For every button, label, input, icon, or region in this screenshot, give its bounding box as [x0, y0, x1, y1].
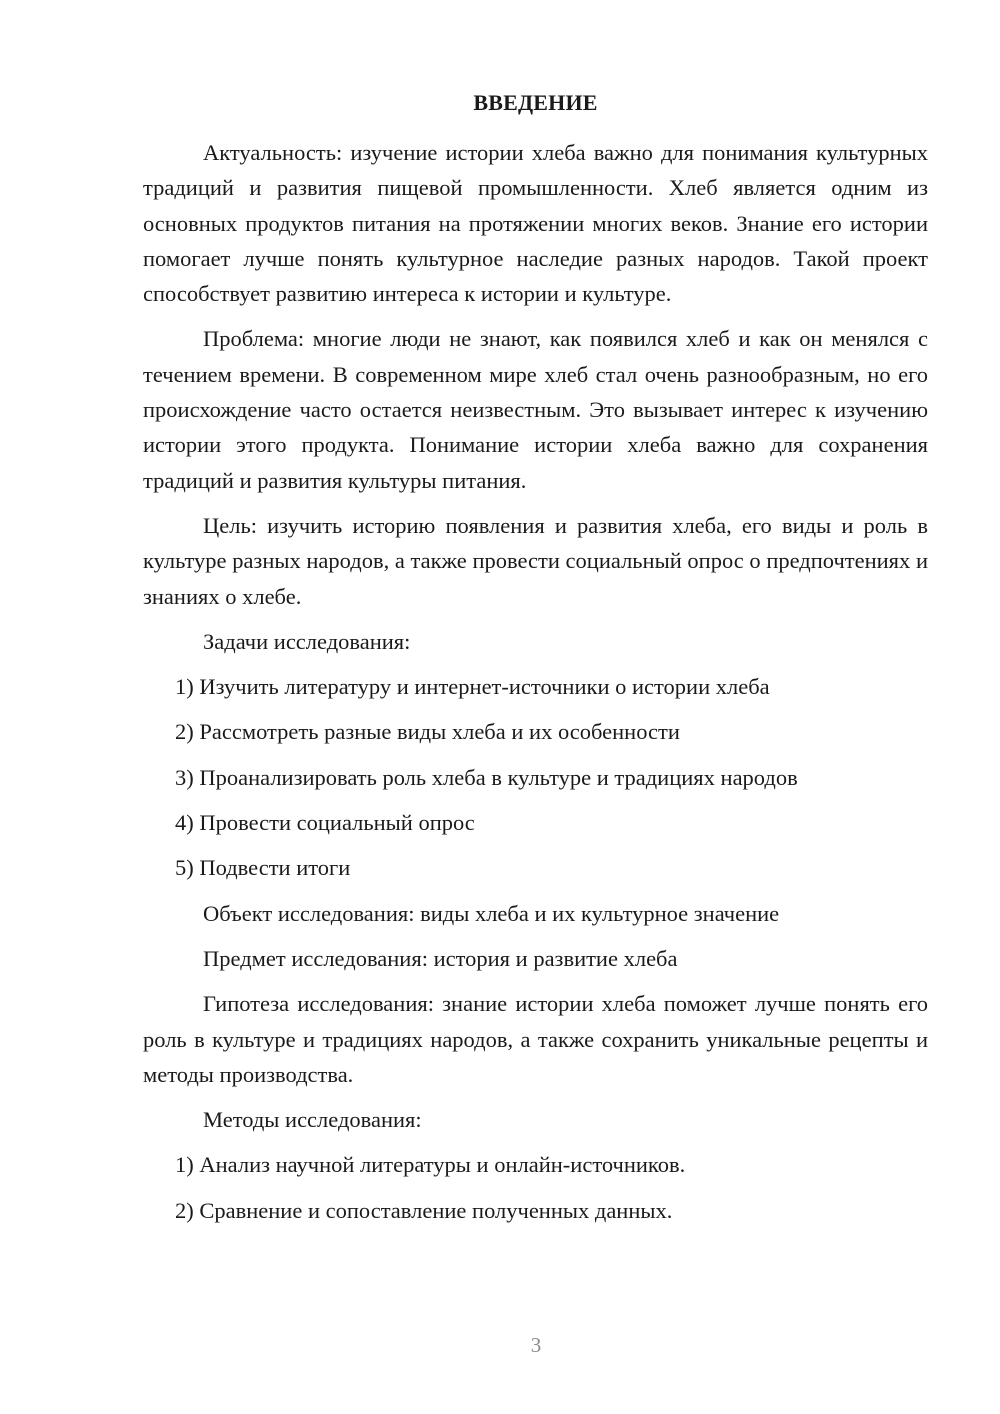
list-item: 2) Рассмотреть разные виды хлеба и их особенности — [175, 719, 680, 745]
goal-paragraph: Цель: изучить историю появления и развития хлеба, его виды и роль в культуре разных народов, а также провести социальный опрос о предпочтениях и знаниях о хлебе. — [143, 512, 928, 609]
list-item: 1) Анализ научной литературы и онлайн-источников. — [175, 1152, 686, 1178]
list-item: 1) Изучить литературу и интернет-источники о истории хлеба — [175, 674, 770, 700]
methods-list — [143, 1147, 928, 1228]
relevance-paragraph: Актуальность: изучение истории хлеба важно для понимания культурных традиций и развития пищевой промышленности. Хлеб является одним из основных продуктов питания на протяжении многих веков. Знание его истории помогает лучше понять культурное наследие разных народов. Такой проект способствует развитию интереса к истории и культуре. — [143, 140, 928, 307]
object-paragraph: Объект исследования: виды хлеба и их культурное значение — [203, 900, 780, 926]
list-item: 3) Проанализировать роль хлеба в культуре и традициях народов — [175, 764, 798, 790]
page-number: 3 — [530, 1333, 542, 1357]
tasks-list — [143, 669, 928, 885]
methods-heading: Методы исследования: — [203, 1107, 422, 1133]
tasks-heading: Задачи исследования: — [203, 628, 411, 654]
page-title: ВВЕДЕНИЕ — [473, 90, 598, 115]
hypothesis-paragraph: Гипотеза исследования: знание истории хлеба поможет лучше понять его роль в культуре и традициях народов, а также сохранить уникальные рецепты и методы производства. — [143, 991, 928, 1087]
subject-paragraph: Предмет исследования: история и развитие хлеба — [203, 945, 678, 971]
document-page — [143, 92, 928, 1238]
list-item: 2) Сравнение и сопоставление полученных данных. — [175, 1197, 673, 1223]
list-item: 5) Подвести итоги — [175, 855, 351, 881]
list-item: 4) Провести социальный опрос — [175, 810, 475, 836]
problem-paragraph: Проблема: многие люди не знают, как появился хлеб и как он менялся с течением времени. В современном мире хлеб стал очень разнообразным, но его происхождение часто остается неизвестным. Это вызывает интерес к изучению истории этого продукта. Понимание истории хлеба важно для сохранения традиций и развития культуры питания. — [143, 326, 928, 493]
